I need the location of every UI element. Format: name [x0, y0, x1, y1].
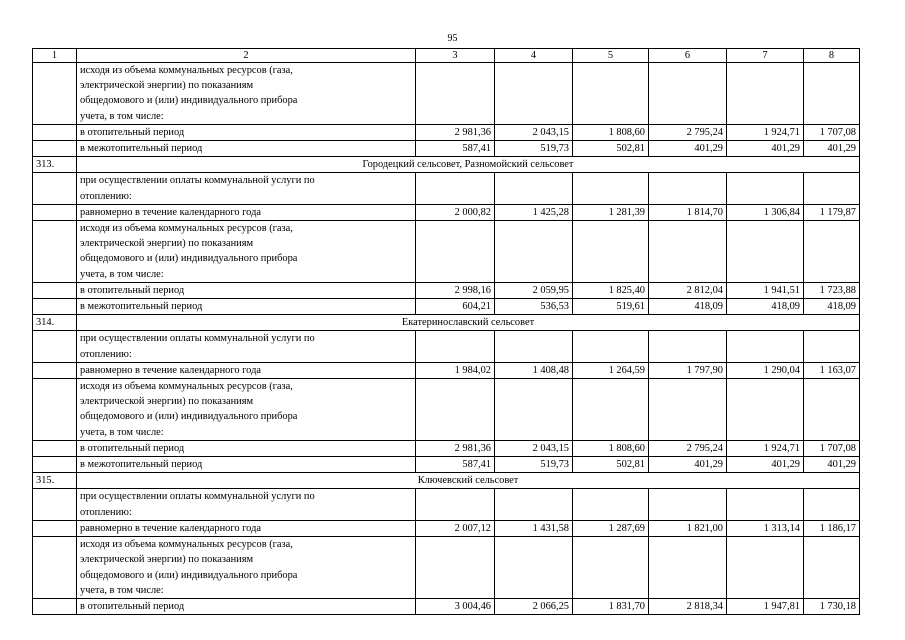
description-line: учета, в том числе:	[80, 268, 164, 280]
description-row	[33, 331, 860, 362]
value-cell: 2 007,12	[416, 520, 495, 536]
section-row	[33, 157, 860, 173]
value-cell: 1 924,71	[727, 124, 804, 140]
row-label: равномерно в течение календарного года	[77, 362, 416, 378]
column-number: 2	[77, 49, 416, 63]
row-index: 315.	[33, 473, 77, 489]
empty-cell	[573, 221, 649, 283]
row-index	[33, 282, 77, 298]
value-cell: 1 808,60	[573, 124, 649, 140]
description-line: общедомового и (или) индивидуального прибора	[80, 569, 298, 581]
description-line: исходя из объема коммунальных ресурсов (газа,	[80, 223, 293, 235]
value-cell: 401,29	[804, 457, 860, 473]
value-cell: 519,73	[495, 457, 573, 473]
empty-cell	[573, 379, 649, 441]
value-cell: 418,09	[804, 299, 860, 315]
description-line: электрической энергии) по показаниям	[80, 80, 254, 92]
row-description	[77, 489, 416, 520]
value-cell: 1 707,08	[804, 124, 860, 140]
value-cell: 587,41	[416, 457, 495, 473]
row-description	[77, 537, 416, 599]
description-row	[33, 379, 860, 441]
description-line: отоплению:	[80, 506, 132, 518]
description-line: учета, в том числе:	[80, 110, 164, 122]
row-description	[77, 221, 416, 283]
row-description	[77, 379, 416, 441]
empty-cell	[804, 331, 860, 362]
empty-cell	[495, 173, 573, 204]
empty-cell	[649, 537, 727, 599]
value-cell: 401,29	[727, 457, 804, 473]
value-cell: 519,73	[495, 141, 573, 157]
value-cell: 2 795,24	[649, 440, 727, 456]
empty-cell	[804, 221, 860, 283]
description-line: отоплению:	[80, 190, 132, 202]
description-line: при осуществлении оплаты коммунальной услуги по	[80, 175, 315, 187]
value-cell: 2 981,36	[416, 440, 495, 456]
empty-cell	[495, 221, 573, 283]
value-cell: 1 941,51	[727, 282, 804, 298]
value-cell: 1 984,02	[416, 362, 495, 378]
value-cell: 2 795,24	[649, 124, 727, 140]
value-cell: 502,81	[573, 457, 649, 473]
description-row	[33, 489, 860, 520]
empty-cell	[649, 331, 727, 362]
value-cell: 401,29	[649, 457, 727, 473]
empty-cell	[649, 63, 727, 125]
table-row	[33, 141, 860, 157]
column-number: 3	[416, 49, 495, 63]
row-index	[33, 362, 77, 378]
value-cell: 401,29	[804, 141, 860, 157]
row-index	[33, 598, 77, 614]
table-row	[33, 204, 860, 220]
table-row	[33, 520, 860, 536]
empty-cell	[804, 173, 860, 204]
row-index	[33, 457, 77, 473]
empty-cell	[573, 173, 649, 204]
value-cell: 2 998,16	[416, 282, 495, 298]
empty-cell	[727, 173, 804, 204]
table-row	[33, 440, 860, 456]
row-label: в межотопительный период	[77, 457, 416, 473]
description-line: электрической энергии) по показаниям	[80, 238, 254, 250]
section-row	[33, 315, 860, 331]
description-row	[33, 173, 860, 204]
value-cell: 1 821,00	[649, 520, 727, 536]
value-cell: 1 707,08	[804, 440, 860, 456]
value-cell: 1 425,28	[495, 204, 573, 220]
value-cell: 1 814,70	[649, 204, 727, 220]
value-cell: 1 825,40	[573, 282, 649, 298]
description-row	[33, 221, 860, 283]
empty-cell	[649, 379, 727, 441]
value-cell: 1 186,17	[804, 520, 860, 536]
row-index	[33, 141, 77, 157]
value-cell: 1 281,39	[573, 204, 649, 220]
value-cell: 2 812,04	[649, 282, 727, 298]
table-row	[33, 457, 860, 473]
empty-cell	[727, 331, 804, 362]
description-line: исходя из объема коммунальных ресурсов (газа,	[80, 381, 293, 393]
value-cell: 2 818,34	[649, 598, 727, 614]
description-line: учета, в том числе:	[80, 426, 164, 438]
table-row	[33, 299, 860, 315]
value-cell: 2 981,36	[416, 124, 495, 140]
value-cell: 1 924,71	[727, 440, 804, 456]
empty-cell	[727, 537, 804, 599]
section-title: Городецкий сельсовет, Разномойский сельсовет	[77, 157, 860, 173]
empty-cell	[804, 489, 860, 520]
description-line: учета, в том числе:	[80, 584, 164, 596]
value-cell: 1 408,48	[495, 362, 573, 378]
value-cell: 1 264,59	[573, 362, 649, 378]
row-label: в отопительный период	[77, 598, 416, 614]
description-line: при осуществлении оплаты коммунальной услуги по	[80, 333, 315, 345]
value-cell: 2 059,95	[495, 282, 573, 298]
description-row	[33, 63, 860, 125]
empty-cell	[727, 379, 804, 441]
row-index	[33, 520, 77, 536]
value-cell: 536,53	[495, 299, 573, 315]
value-cell: 418,09	[649, 299, 727, 315]
table-row	[33, 362, 860, 378]
value-cell: 1 797,90	[649, 362, 727, 378]
value-cell: 1 831,70	[573, 598, 649, 614]
column-number: 4	[495, 49, 573, 63]
empty-cell	[495, 537, 573, 599]
empty-cell	[573, 63, 649, 125]
tariff-table	[32, 48, 860, 615]
value-cell: 401,29	[649, 141, 727, 157]
column-number: 7	[727, 49, 804, 63]
row-index	[33, 440, 77, 456]
value-cell: 2 043,15	[495, 124, 573, 140]
value-cell: 2 066,25	[495, 598, 573, 614]
row-label: в отопительный период	[77, 440, 416, 456]
row-index	[33, 221, 77, 283]
empty-cell	[416, 537, 495, 599]
section-row	[33, 473, 860, 489]
row-index	[33, 204, 77, 220]
value-cell: 1 287,69	[573, 520, 649, 536]
row-label: в отопительный период	[77, 282, 416, 298]
row-index	[33, 299, 77, 315]
row-index: 313.	[33, 157, 77, 173]
description-line: исходя из объема коммунальных ресурсов (газа,	[80, 539, 293, 551]
value-cell: 1 723,88	[804, 282, 860, 298]
row-index	[33, 173, 77, 204]
section-title: Ключевский сельсовет	[77, 473, 860, 489]
row-label: равномерно в течение календарного года	[77, 204, 416, 220]
value-cell: 1 947,81	[727, 598, 804, 614]
row-index: 314.	[33, 315, 77, 331]
description-line: общедомового и (или) индивидуального прибора	[80, 95, 298, 107]
empty-cell	[416, 489, 495, 520]
empty-cell	[416, 221, 495, 283]
empty-cell	[495, 63, 573, 125]
value-cell: 519,61	[573, 299, 649, 315]
row-label: в межотопительный период	[77, 141, 416, 157]
empty-cell	[416, 173, 495, 204]
description-line: при осуществлении оплаты коммунальной услуги по	[80, 491, 315, 503]
row-label: в отопительный период	[77, 124, 416, 140]
value-cell: 1 808,60	[573, 440, 649, 456]
value-cell: 1 730,18	[804, 598, 860, 614]
empty-cell	[416, 331, 495, 362]
row-description	[77, 173, 416, 204]
value-cell: 401,29	[727, 141, 804, 157]
empty-cell	[649, 489, 727, 520]
empty-cell	[727, 489, 804, 520]
empty-cell	[416, 379, 495, 441]
value-cell: 1 163,07	[804, 362, 860, 378]
empty-cell	[573, 537, 649, 599]
empty-cell	[573, 331, 649, 362]
table-row	[33, 282, 860, 298]
row-index	[33, 489, 77, 520]
empty-cell	[649, 173, 727, 204]
row-label: равномерно в течение календарного года	[77, 520, 416, 536]
row-description	[77, 63, 416, 125]
value-cell: 3 004,46	[416, 598, 495, 614]
section-title: Екатеринославский сельсовет	[77, 315, 860, 331]
value-cell: 1 306,84	[727, 204, 804, 220]
empty-cell	[804, 379, 860, 441]
empty-cell	[804, 537, 860, 599]
row-index	[33, 331, 77, 362]
page-number: 95	[447, 33, 458, 44]
table-row	[33, 598, 860, 614]
description-row	[33, 537, 860, 599]
column-number: 5	[573, 49, 649, 63]
empty-cell	[416, 63, 495, 125]
value-cell: 2 043,15	[495, 440, 573, 456]
value-cell: 604,21	[416, 299, 495, 315]
column-number: 8	[804, 49, 860, 63]
description-line: общедомового и (или) индивидуального прибора	[80, 411, 298, 423]
row-index	[33, 379, 77, 441]
value-cell: 1 290,04	[727, 362, 804, 378]
column-number-row	[33, 49, 860, 63]
empty-cell	[495, 379, 573, 441]
description-line: отоплению:	[80, 348, 132, 360]
value-cell: 587,41	[416, 141, 495, 157]
empty-cell	[804, 63, 860, 125]
table-row	[33, 124, 860, 140]
empty-cell	[727, 221, 804, 283]
column-number: 1	[33, 49, 77, 63]
row-description	[77, 331, 416, 362]
table-body	[33, 63, 860, 615]
row-index	[33, 124, 77, 140]
row-label: в межотопительный период	[77, 299, 416, 315]
value-cell: 1 313,14	[727, 520, 804, 536]
empty-cell	[649, 221, 727, 283]
empty-cell	[495, 489, 573, 520]
column-number: 6	[649, 49, 727, 63]
value-cell: 2 000,82	[416, 204, 495, 220]
empty-cell	[573, 489, 649, 520]
description-line: общедомового и (или) индивидуального прибора	[80, 253, 298, 265]
description-line: электрической энергии) по показаниям	[80, 554, 254, 566]
value-cell: 418,09	[727, 299, 804, 315]
empty-cell	[495, 331, 573, 362]
description-line: исходя из объема коммунальных ресурсов (газа,	[80, 65, 293, 76]
description-line: электрической энергии) по показаниям	[80, 396, 254, 408]
row-index	[33, 537, 77, 599]
value-cell: 502,81	[573, 141, 649, 157]
empty-cell	[727, 63, 804, 125]
value-cell: 1 431,58	[495, 520, 573, 536]
value-cell: 1 179,87	[804, 204, 860, 220]
row-index	[33, 63, 77, 125]
